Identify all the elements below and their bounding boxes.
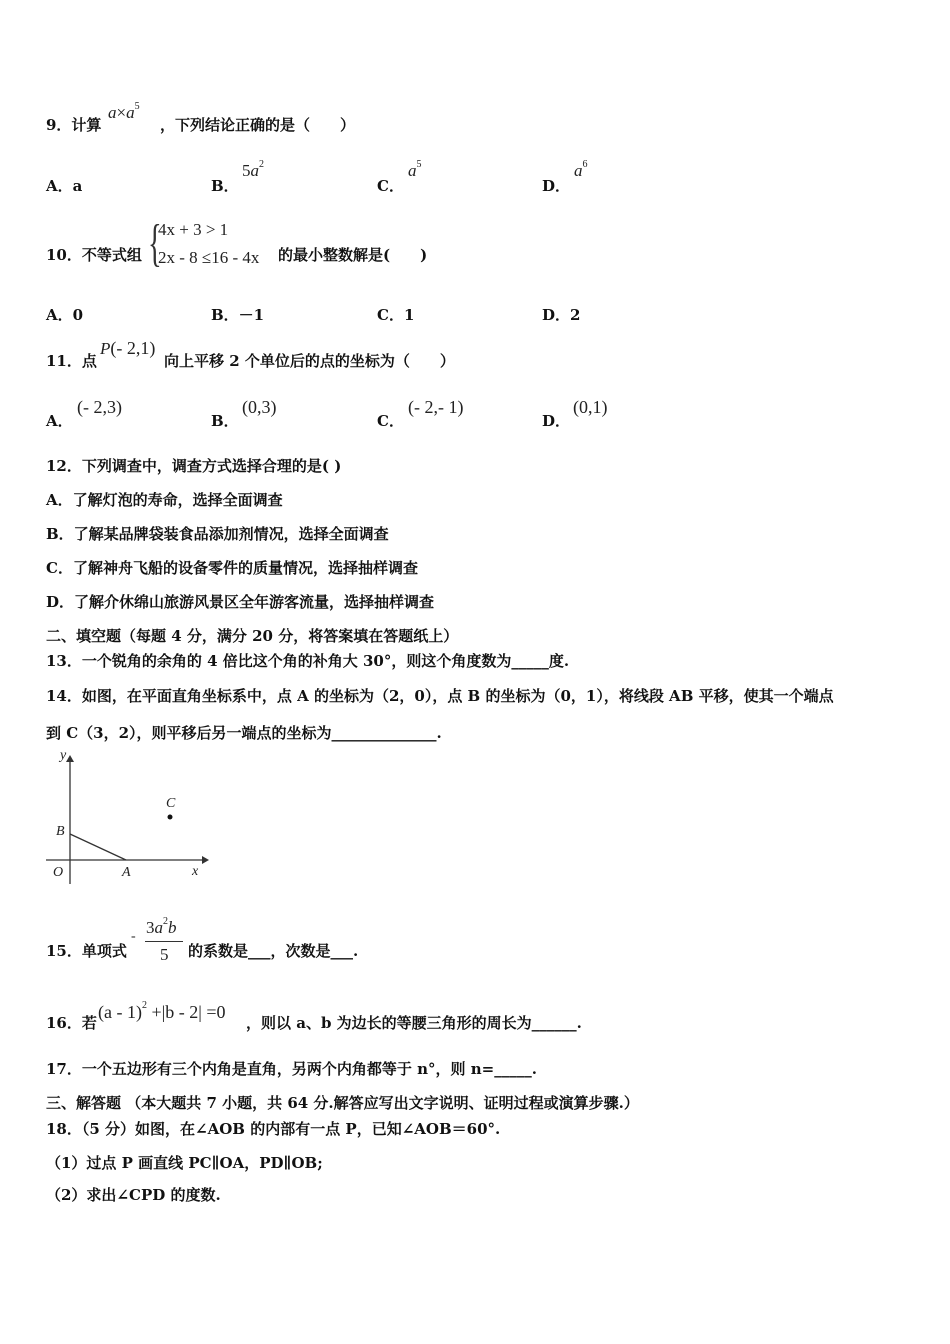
q15-numerator: $3a^2b$ (146, 916, 177, 937)
q11-option-d-label[interactable]: D． (542, 412, 571, 430)
q9-option-a[interactable]: A．a (46, 177, 83, 195)
q9-expression: $a\times a^5$ (108, 101, 140, 122)
fig-label-o: O (53, 865, 64, 880)
q16-suffix: ，则以 a、b 为边长的等腰三角形的周长为______. (246, 1014, 582, 1032)
segment-ab (70, 834, 126, 860)
fig-label-a: A (122, 865, 131, 880)
q11-point: P(- 2,1) (100, 338, 156, 358)
q16-prefix: 16．若 (46, 1014, 97, 1032)
q9-option-b-expr: $5a^2$ (242, 159, 264, 180)
q9-option-d-label[interactable]: D． (542, 177, 571, 195)
q11-option-d-value: (0,1) (573, 397, 608, 417)
q11-option-c-label[interactable]: C． (377, 412, 404, 430)
q10-system-line1: 4x + 3 > 1 (158, 220, 229, 239)
q14-line2: 到 C（3，2），则平移后另一端点的坐标为______________. (46, 724, 442, 742)
q11-option-a-label[interactable]: A． (46, 412, 73, 430)
q10-option-c[interactable]: C．1 (377, 306, 415, 324)
q11-option-a-value: (- 2,3) (77, 397, 122, 417)
q18-stem: 18．（5 分）如图，在∠AOB 的内部有一点 P，已知∠AOB＝60°. (46, 1120, 501, 1138)
fig-label-b: B (56, 824, 65, 839)
q9-stem (46, 116, 101, 134)
q14-line1: 14．如图，在平面直角坐标系中，点 A 的坐标为（2，0），点 B 的坐标为（0，1），将线段 AB 平移，使其一个端点 (46, 687, 834, 705)
q9-option-d-expr: $a^6$ (574, 159, 588, 180)
section-fill-in-heading: 二、填空题（每题 4 分，满分 20 分，将答案填在答题纸上） (46, 627, 459, 645)
fig-label-c: C (166, 796, 176, 811)
q9-prefix: 9．计算 (46, 116, 102, 134)
q18-part1: （1）过点 P 画直线 PC∥OA，PD∥OB; (46, 1154, 323, 1172)
q11-prefix: 11．点 (46, 352, 97, 370)
q17-text: 17．一个五边形有三个内角是直角，另两个内角都等于 n°，则 n=_____. (46, 1060, 537, 1078)
q12-option-a[interactable]: A．了解灯泡的寿命，选择全面调查 (46, 491, 283, 509)
q10-option-a[interactable]: A．0 (46, 306, 84, 324)
q13-text: 13．一个锐角的余角的 4 倍比这个角的补角大 30°，则这个角度数为_____度. (46, 652, 570, 670)
section-answer-heading: 三、解答题 （本大题共 7 小题，共 64 分.解答应写出文字说明、证明过程或演算步骤.） (46, 1094, 639, 1112)
q18-part2: （2）求出∠CPD 的度数. (46, 1186, 221, 1204)
q16-equation: (a - 1)$^2$ +|b - 2| =0 (98, 1000, 226, 1022)
q11-option-c-value: (- 2,- 1) (408, 397, 464, 417)
fig-label-x: x (192, 864, 199, 879)
q9-option-c-label[interactable]: C． (377, 177, 404, 195)
q9-option-c-expr: $a^5$ (408, 159, 422, 180)
q10-system-brace: { (148, 215, 162, 272)
q10-suffix: 的最小整数解是( ) (278, 246, 428, 264)
q15-denominator: 5 (160, 945, 169, 964)
q12-option-d[interactable]: D．了解介休绵山旅游风景区全年游客流量，选择抽样调查 (46, 593, 435, 611)
q11-suffix: 向上平移 2 个单位后的点的坐标为（ ） (164, 352, 455, 370)
q15-suffix: 的系数是___，次数是___. (188, 942, 359, 960)
q11-option-b-value: (0,3) (242, 397, 277, 417)
x-axis-arrow-icon (202, 856, 209, 864)
q9-option-b-label[interactable]: B． (211, 177, 239, 195)
q10-option-b[interactable]: B．－1 (211, 306, 265, 324)
q10-system-line2: 2x - 8 ≤16 - 4x (158, 248, 260, 267)
q15-fraction-bar (145, 941, 183, 942)
point-c (168, 815, 173, 820)
q11-option-b-label[interactable]: B． (211, 412, 239, 430)
fig-label-y: y (60, 748, 67, 763)
q10-option-d[interactable]: D．2 (542, 306, 581, 324)
y-axis-arrow-icon (66, 755, 74, 762)
q12-option-c[interactable]: C．了解神舟飞船的设备零件的质量情况，选择抽样调查 (46, 559, 418, 577)
q12-option-b[interactable]: B．了解某品牌袋装食品添加剂情况，选择全面调查 (46, 525, 389, 543)
q9-suffix: ，下列结论正确的是（ ） (160, 116, 356, 134)
q14-figure (40, 748, 215, 888)
q15-negative-sign: - (131, 929, 136, 944)
q12-stem: 12．下列调查中，调查方式选择合理的是( ) (46, 457, 342, 475)
q10-prefix: 10．不等式组 (46, 246, 142, 264)
q15-prefix: 15．单项式 (46, 942, 127, 960)
